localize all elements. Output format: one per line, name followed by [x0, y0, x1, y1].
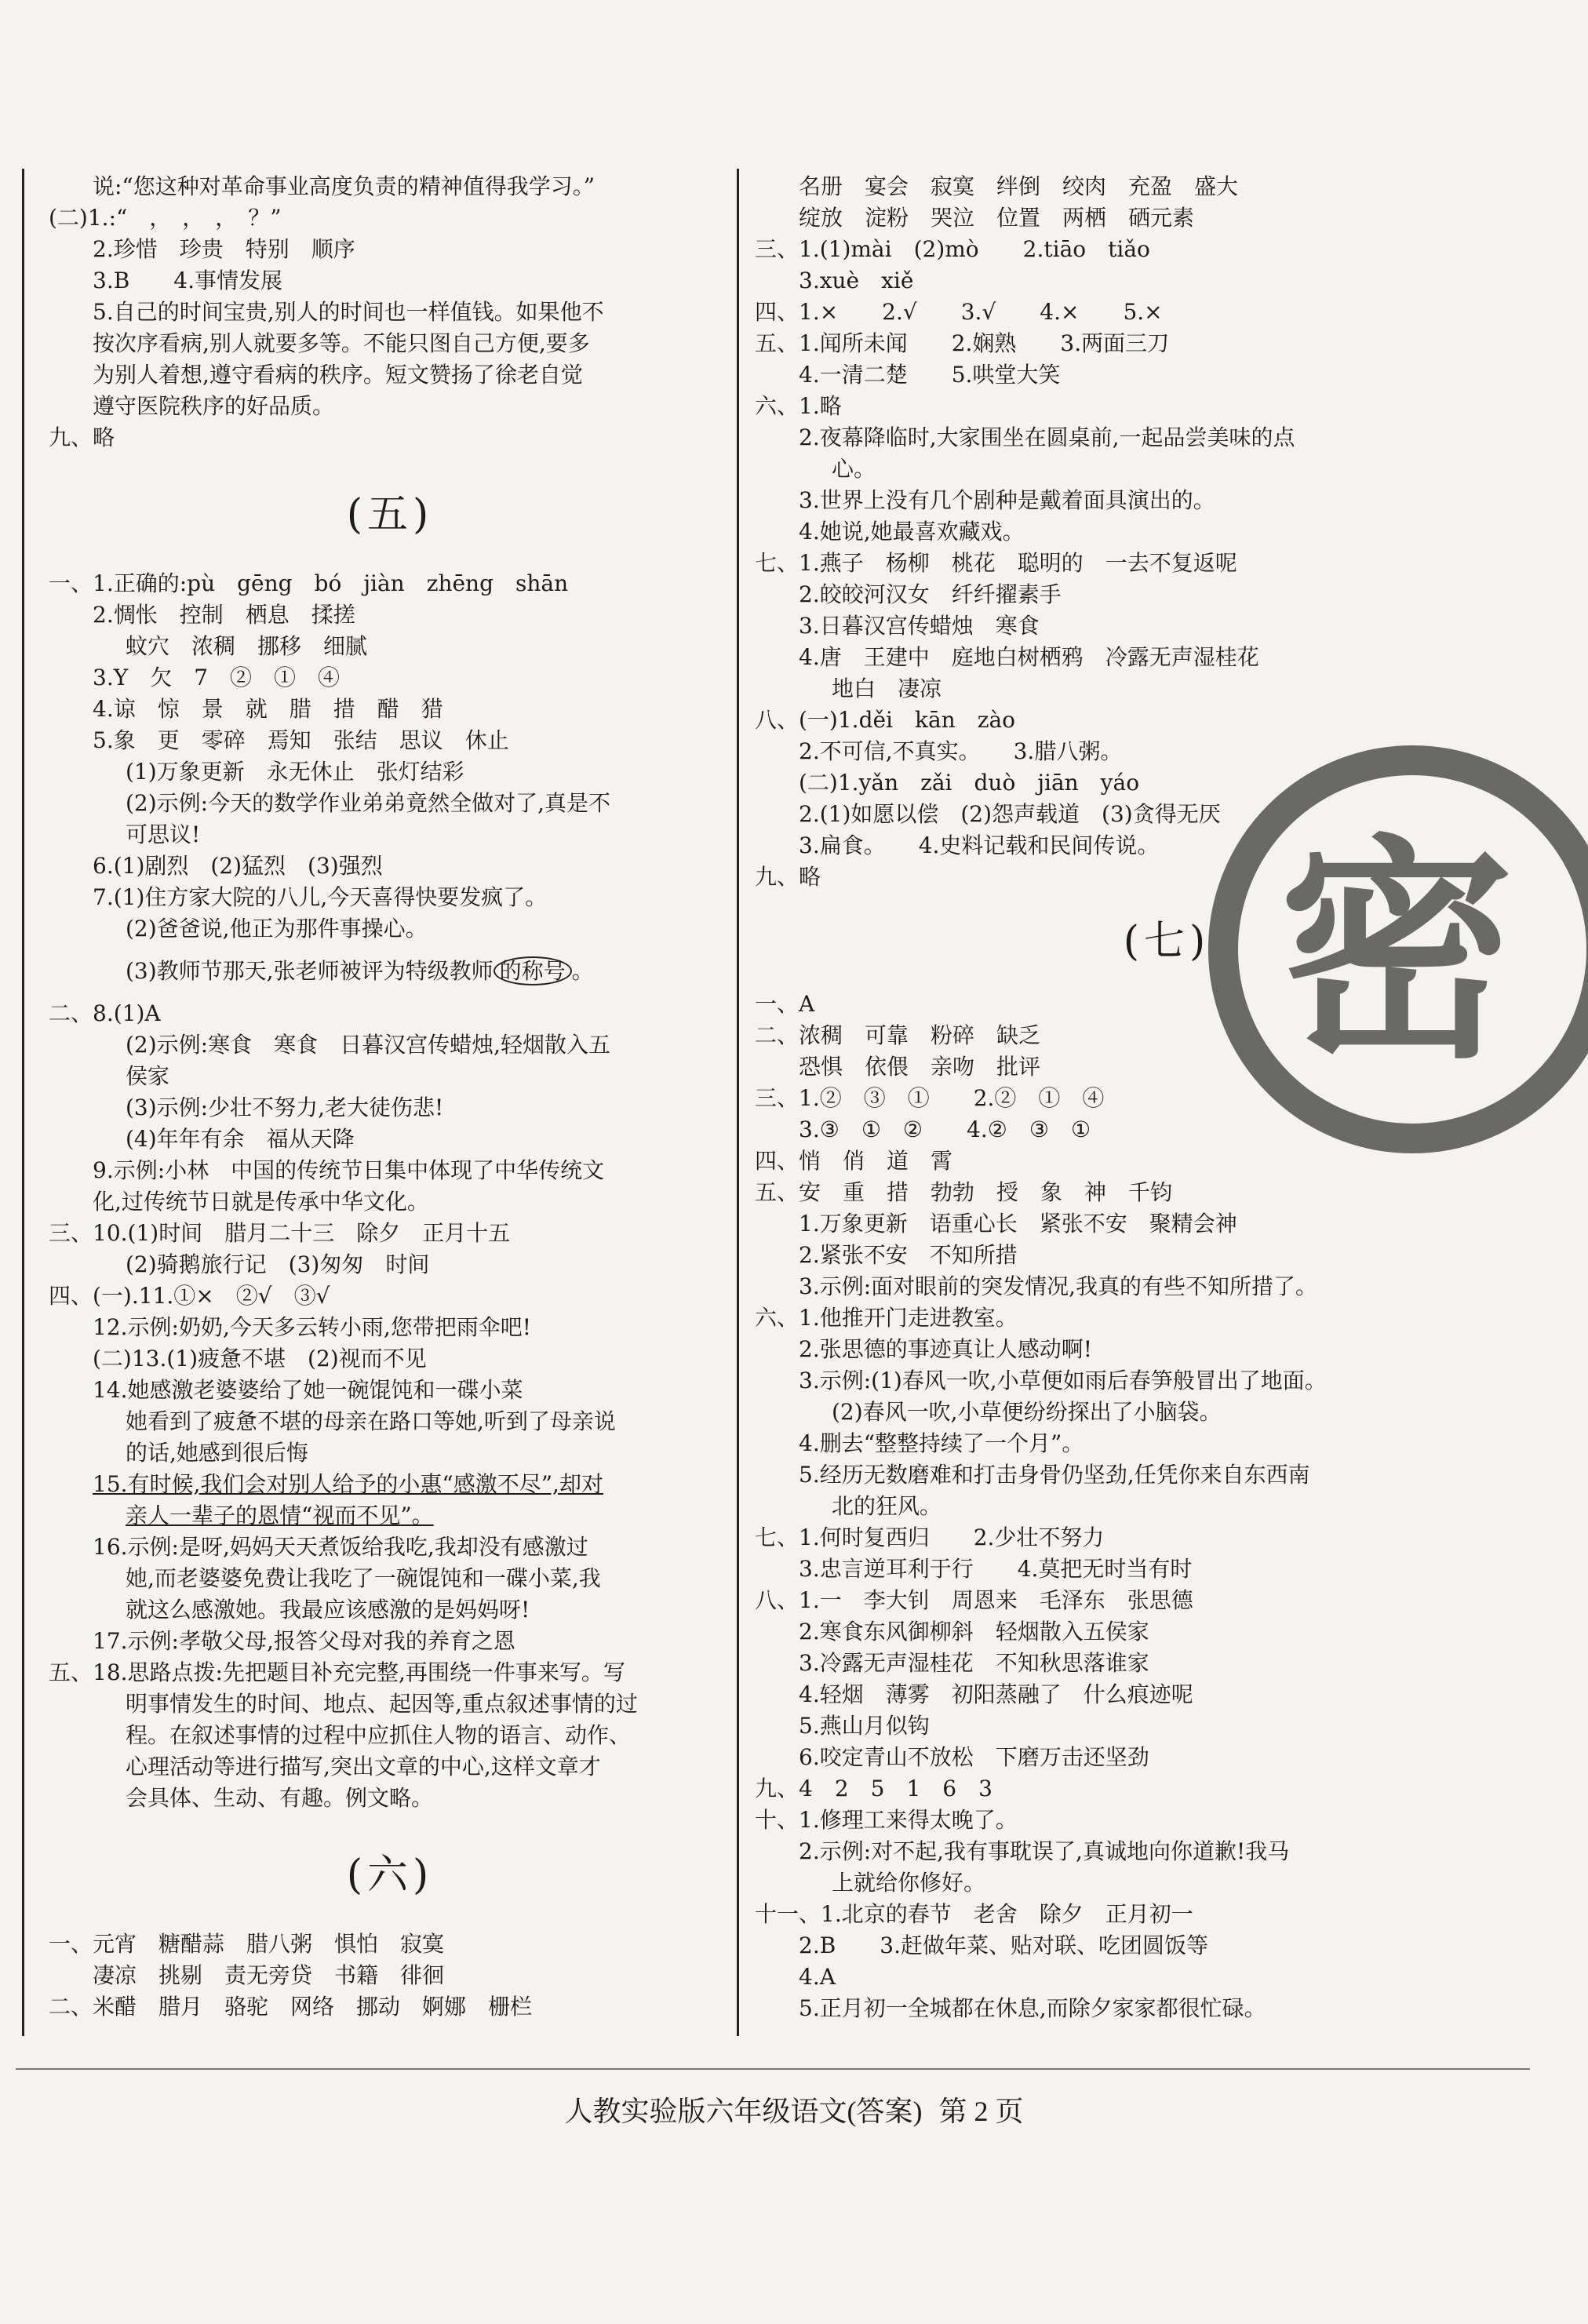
answer-line: (2)骑鹅旅行记 (3)匆匆 时间	[126, 1251, 430, 1277]
answer-line: 十、1.修理工来得太晚了。	[755, 1807, 1018, 1833]
answer-line: 化,过传统节日就是传承中华文化。	[93, 1189, 429, 1215]
answer-line: 2.(1)如愿以偿 (2)怨声载道 (3)贪得无厌	[799, 801, 1221, 827]
answer-line: (4)年年有余 福从天降	[126, 1126, 355, 1152]
answer-line: 4.谅 惊 景 就 腊 措 醋 猎	[93, 696, 443, 722]
answer-line: 2.惆怅 控制 栖息 揉搓	[93, 602, 355, 628]
answer-line: 心理活动等进行描写,突出文章的中心,这样文章才	[126, 1754, 601, 1779]
answer-line: 蚊穴 浓稠 挪移 细腻	[126, 633, 368, 659]
answer-line: 可思议!	[126, 821, 201, 847]
answer-line: 一、A	[755, 991, 815, 1017]
circled-phrase: 的称号	[494, 956, 572, 985]
left-lines-section6	[49, 1929, 731, 2023]
answer-line: 地白 凄凉	[832, 676, 942, 701]
answer-line: 2.不可信,不真实。 3.腊八粥。	[799, 738, 1123, 764]
answer-line: 七、1.何时复西归 2.少壮不努力	[755, 1524, 1105, 1550]
answer-line: 四、1.× 2.√ 3.√ 4.× 5.×	[755, 299, 1163, 325]
answer-line: 她看到了疲惫不堪的母亲在路口等她,听到了母亲说	[126, 1408, 616, 1434]
answer-line: 二、米醋 腊月 骆驼 网络 挪动 婀娜 栅栏	[49, 1994, 533, 2020]
answer-line: 四、(一).11.①× ②√ ③√	[49, 1283, 330, 1309]
answer-line: 绽放 淀粉 哭泣 位置 两栖 硒元素	[799, 205, 1195, 231]
answer-line: 2.皎皎河汉女 纤纤擢素手	[799, 581, 1062, 607]
answer-line: (2)示例:今天的数学作业弟弟竟然全做对了,真是不	[126, 790, 610, 816]
footer-title: 人教实验版六年级语文(答案)	[564, 2096, 923, 2127]
answer-line: 2.珍惜 珍贵 特别 顺序	[93, 236, 355, 262]
answer-line: 六、1.他推开门走进教室。	[755, 1305, 1018, 1331]
answer-line: 3.③ ① ② 4.② ③ ①	[799, 1116, 1091, 1142]
answer-line: 6.(1)剧烈 (2)猛烈 (3)强烈	[93, 853, 383, 879]
answer-line: 3.Y 欠 7 ② ① ④	[93, 665, 341, 690]
answer-line: 9.示例:小林 中国的传统节日集中体现了中华传统文	[93, 1157, 605, 1183]
answer-line: 4.一清二楚 5.哄堂大笑	[799, 362, 1061, 388]
answer-line: 2.示例:对不起,我有事耽误了,真诚地向你道歉!我马	[799, 1838, 1290, 1864]
answer-line: 八、(一)1.děi kān zào	[755, 707, 1016, 733]
answer-line: 3.示例:面对眼前的突发情况,我真的有些不知所措了。	[799, 1273, 1318, 1299]
answer-line: 三、10.(1)时间 腊月二十三 除夕 正月十五	[49, 1220, 511, 1246]
answer-line: 5.象 更 零碎 焉知 张结 思议 休止	[93, 727, 509, 753]
answer-line: (3)示例:少壮不努力,老大徒伤悲!	[126, 1095, 444, 1120]
answer-line: 3.B 4.事情发展	[93, 268, 283, 293]
answer-line: 十一、1.北京的春节 老舍 除夕 正月初一	[755, 1901, 1193, 1927]
answer-line: 3.忠言逆耳利于行 4.莫把无时当有时	[799, 1556, 1193, 1582]
answer-line: 4.删去“整整持续了一个月”。	[799, 1430, 1084, 1456]
answer-line: 一、元宵 糖醋蒜 腊八粥 惧怕 寂寞	[49, 1931, 445, 1957]
answer-line: 五、1.闻所未闻 2.娴熟 3.两面三刀	[755, 330, 1170, 356]
answer-line: 明事情发生的时间、地点、起因等,重点叙述事情的过	[126, 1691, 638, 1717]
answer-line: 九、略	[49, 424, 115, 450]
answer-line-7-3: (3)教师节那天,张老师被评为特级教师 的称号 。	[126, 958, 594, 984]
answer-line: 2.B 3.赶做年菜、贴对联、吃团圆饭等	[799, 1932, 1209, 1958]
answer-line: 3.世界上没有几个剧种是戴着面具演出的。	[799, 487, 1215, 513]
answer-line: 心。	[832, 456, 876, 482]
answer-line: 三、1.② ③ ① 2.② ① ④	[755, 1085, 1105, 1111]
answer-line: 凄凉 挑剔 责无旁贷 书籍 徘徊	[93, 1962, 445, 1988]
answer-line: 4.她说,她最喜欢藏戏。	[799, 519, 1025, 545]
secret-stamp-glyph: 密	[1279, 816, 1514, 1090]
answer-line: 名册 宴会 寂寞 绊倒 绞肉 充盈 盛大	[799, 173, 1239, 199]
answer-line: 2.张思德的事迹真让人感动啊!	[799, 1336, 1092, 1362]
answer-line: 她,而老婆婆免费让我吃了一碗馄饨和一碟小菜,我	[126, 1565, 601, 1591]
answer-line: 2.寒食东风御柳斜 轻烟散入五侯家	[799, 1619, 1149, 1645]
answer-line: 恐惧 依偎 亲吻 批评	[799, 1054, 1041, 1080]
answer-line: 4.轻烟 薄雾 初阳蒸融了 什么痕迹呢	[799, 1681, 1193, 1707]
answer-line: 就这么感激她。我最应该感激的是妈妈呀!	[126, 1597, 530, 1623]
section-heading-7: (七)	[1123, 918, 1211, 965]
answer-line: (2)爸爸说,他正为那件事操心。	[126, 916, 428, 942]
answer-line: 3.示例:(1)春风一吹,小草便如雨后春笋般冒出了地面。	[799, 1368, 1327, 1393]
answer-line: 六、1.略	[755, 393, 842, 419]
answer-line: 17.示例:孝敬父母,报答父母对我的养育之恩	[93, 1628, 515, 1654]
column-divider	[737, 169, 739, 2036]
answer-line: 二、8.(1)A	[49, 1000, 161, 1026]
left-lines-section5	[49, 568, 731, 945]
left-lines-part1	[49, 171, 731, 454]
answer-line: (二)13.(1)疲惫不堪 (2)视而不见	[93, 1346, 427, 1371]
answer-line: 侯家	[126, 1063, 170, 1089]
answer-line: 2.紧张不安 不知所措	[799, 1242, 1018, 1268]
answer-line: 5.经历无数磨难和打击身骨仍坚劲,任凭你来自东西南	[799, 1462, 1310, 1488]
answer-line: 四、悄 俏 道 霄	[755, 1148, 953, 1174]
left-margin-rule	[22, 169, 24, 2036]
answer-line: (二)1.yǎn zǎi duò jiān yáo	[799, 770, 1140, 796]
footer-rule	[16, 2068, 1530, 2070]
answer-line: 的话,她感到很后悔	[126, 1440, 308, 1466]
answer-line: 二、浓稠 可靠 粉碎 缺乏	[755, 1022, 1041, 1048]
left-lines-section5c	[49, 1532, 731, 1814]
answer-line: (2)示例:寒食 寒食 日暮汉宫传蜡烛,轻烟散入五	[126, 1032, 610, 1058]
answer-line: 上就给你修好。	[832, 1870, 986, 1896]
answer-line: 七、1.燕子 杨柳 桃花 聪明的 一去不复返呢	[755, 550, 1237, 576]
left-column	[49, 171, 731, 2023]
answer-line: 北的狂风。	[832, 1493, 942, 1519]
answer-line: 2.夜幕降临时,大家围坐在圆桌前,一起品尝美味的点	[799, 424, 1295, 450]
answer-line: 三、1.(1)mài (2)mò 2.tiāo tiǎo	[755, 236, 1150, 262]
answer-line: 九、略	[755, 864, 821, 890]
page-number: 第 2 页	[938, 2096, 1024, 2127]
left-lines-section5b	[49, 998, 731, 1469]
answer-line: 一、1.正确的:pù gēng bó jiàn zhēng shān	[49, 570, 569, 596]
section-heading-5: (五)	[346, 491, 434, 538]
answer-line: 按次序看病,别人就要多等。不能只图自己方便,要多	[93, 330, 590, 356]
answer-line: 说:“您这种对革命事业高度负责的精神值得我学习。”	[93, 173, 596, 199]
answer-line: (二)1.:“ ， ， ， ？”	[49, 205, 282, 231]
answer-line: 4.唐 王建中 庭地白树栖鸦 冷露无声湿桂花	[799, 644, 1259, 670]
answer-line: 3.xuè xiě	[799, 268, 914, 293]
answer-line: 7.(1)住方家大院的八儿,今天喜得快要发疯了。	[93, 884, 548, 910]
answer-line: 12.示例:奶奶,今天多云转小雨,您带把雨伞吧!	[93, 1314, 532, 1340]
answer-line: 4.A	[799, 1964, 836, 1990]
answer-line: 14.她感激老婆婆给了她一碗馄饨和一碟小菜	[93, 1377, 523, 1403]
answer-line-15b: 亲人一辈子的恩情“视而不见”。	[126, 1503, 434, 1528]
answer-line: 16.示例:是呀,妈妈天天煮饭给我吃,我却没有感激过	[93, 1534, 588, 1560]
section-heading-6: (六)	[346, 1852, 434, 1899]
answer-line: 五、18.思路点拨:先把题目补充完整,再围绕一件事来写。写	[49, 1659, 625, 1685]
answer-line: 九、4 2 5 1 6 3	[755, 1776, 992, 1801]
answer-line-15a: 15.有时候,我们会对别人给予的小惠“感激不尽”,却对	[93, 1471, 603, 1497]
answer-line: 3.日暮汉宫传蜡烛 寒食	[799, 613, 1040, 639]
answer-line: (1)万象更新 永无休止 张灯结彩	[126, 759, 464, 785]
answer-line: 遵守医院秩序的好品质。	[93, 393, 335, 419]
answer-line: 3.扁食。 4.史料记载和民间传说。	[799, 832, 1160, 858]
answer-line: 3.冷露无声湿桂花 不知秋思落谁家	[799, 1650, 1149, 1676]
answer-line: 五、安 重 措 勃勃 授 象 神 千钧	[755, 1179, 1173, 1205]
answer-line: 5.燕山月似钩	[799, 1713, 930, 1739]
answer-line: 5.正月初一全城都在休息,而除夕家家都很忙碌。	[799, 1995, 1266, 2021]
answer-line: 5.自己的时间宝贵,别人的时间也一样值钱。如果他不	[93, 299, 604, 325]
answer-line: (2)春风一吹,小草便纷纷探出了小脑袋。	[832, 1399, 1222, 1425]
answer-line: 八、1.一 李大钊 周恩来 毛泽东 张思德	[755, 1587, 1193, 1613]
answer-line: 会具体、生动、有趣。例文略。	[126, 1785, 434, 1811]
answer-line: 1.万象更新 语重心长 紧张不安 聚精会神	[799, 1211, 1237, 1237]
page-footer	[0, 2089, 1588, 2129]
answer-line: 6.咬定青山不放松 下磨万击还坚劲	[799, 1744, 1149, 1770]
answer-line: 程。在叙述事情的过程中应抓住人物的语言、动作、	[126, 1722, 632, 1748]
answer-line: 为别人着想,遵守看病的秩序。短文赞扬了徐老自觉	[93, 362, 583, 388]
